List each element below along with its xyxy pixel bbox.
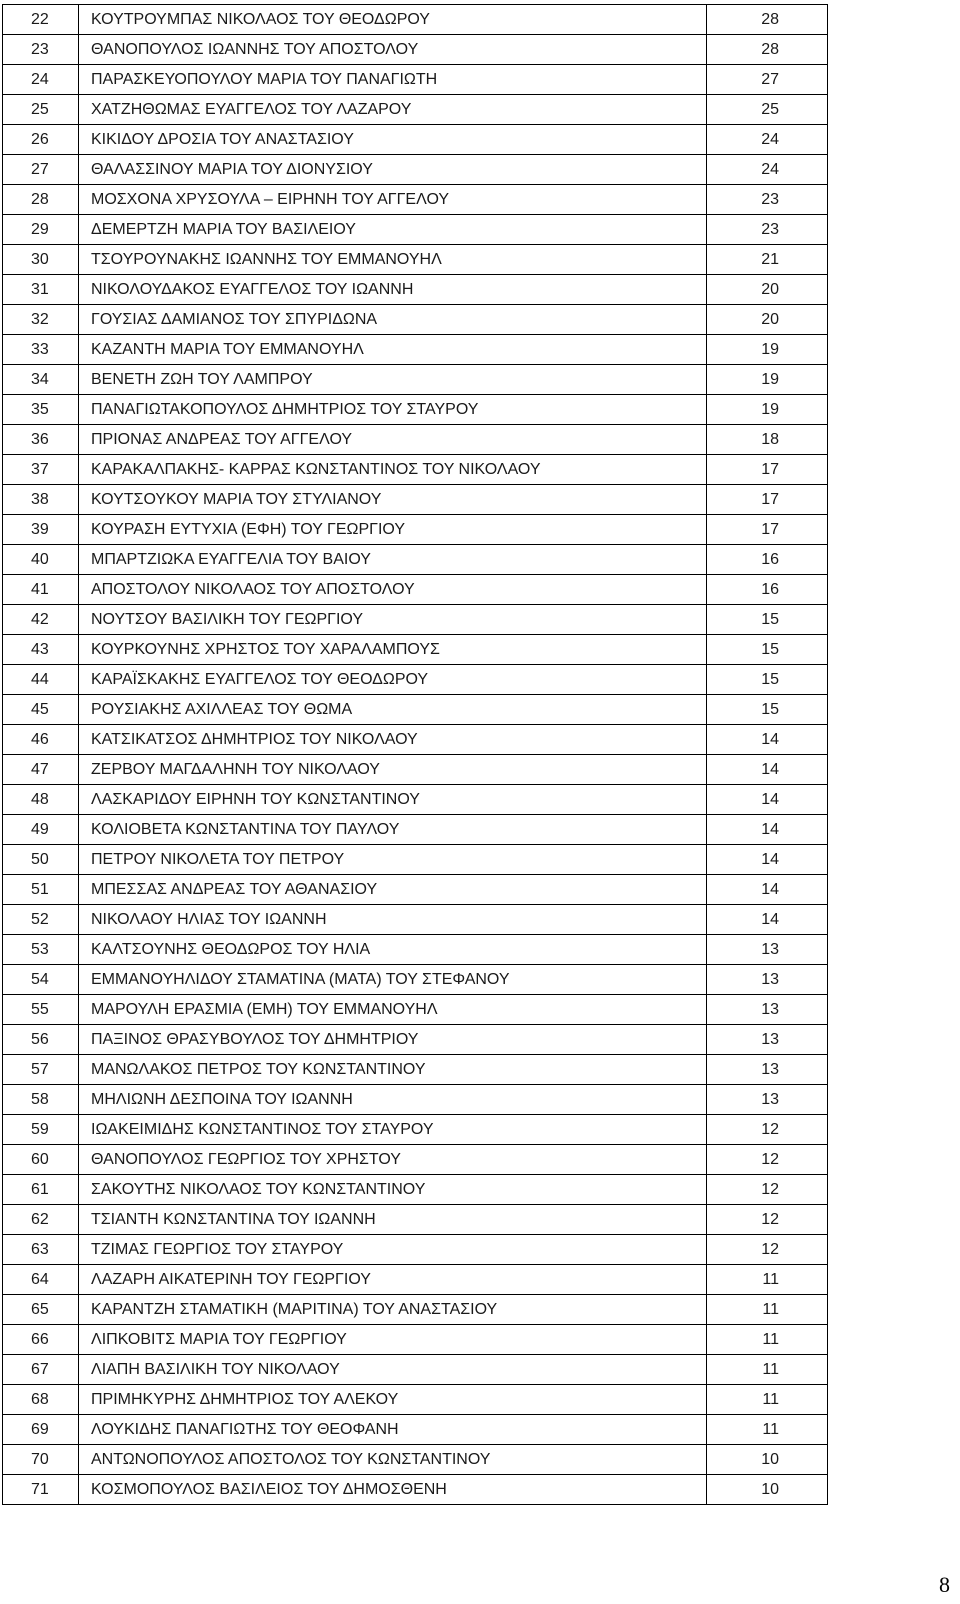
rank-cell: 45 <box>3 695 79 725</box>
table-row <box>3 1115 828 1145</box>
table-row <box>3 95 828 125</box>
rank-cell: 59 <box>3 1115 79 1145</box>
votes-cell: 11 <box>707 1325 828 1355</box>
table-row <box>3 995 828 1025</box>
table-row <box>3 785 828 815</box>
table-row <box>3 275 828 305</box>
table-row <box>3 515 828 545</box>
table-row <box>3 635 828 665</box>
table-row <box>3 65 828 95</box>
candidate-name-cell: ΜΑΝΩΛΑΚΟΣ ΠΕΤΡΟΣ ΤΟΥ ΚΩΝΣΤΑΝΤΙΝΟΥ <box>79 1055 707 1085</box>
table-row <box>3 755 828 785</box>
votes-cell: 19 <box>707 365 828 395</box>
candidate-name-cell: ΚΟΥΡΚΟΥΝΗΣ ΧΡΗΣΤΟΣ ΤΟΥ ΧΑΡΑΛΑΜΠΟΥΣ <box>79 635 707 665</box>
table-row <box>3 605 828 635</box>
rank-cell: 58 <box>3 1085 79 1115</box>
candidate-name-cell: ΘΑΛΑΣΣΙΝΟΥ ΜΑΡΙΑ ΤΟΥ ΔΙΟΝΥΣΙΟΥ <box>79 155 707 185</box>
table-row <box>3 395 828 425</box>
results-table <box>2 4 828 1505</box>
votes-cell: 12 <box>707 1235 828 1265</box>
candidate-name-cell: ΚΟΥΤΡΟΥΜΠΑΣ ΝΙΚΟΛΑΟΣ ΤΟΥ ΘΕΟΔΩΡΟΥ <box>79 5 707 35</box>
rank-cell: 63 <box>3 1235 79 1265</box>
candidate-name-cell: ΝΟΥΤΣΟΥ ΒΑΣΙΛΙΚΗ ΤΟΥ ΓΕΩΡΓΙΟΥ <box>79 605 707 635</box>
votes-cell: 12 <box>707 1115 828 1145</box>
candidate-name-cell: ΚΟΣΜΟΠΟΥΛΟΣ ΒΑΣΙΛΕΙΟΣ ΤΟΥ ΔΗΜΟΣΘΕΝΗ <box>79 1475 707 1505</box>
rank-cell: 46 <box>3 725 79 755</box>
table-row <box>3 1295 828 1325</box>
rank-cell: 23 <box>3 35 79 65</box>
table-row <box>3 185 828 215</box>
table-row <box>3 815 828 845</box>
candidate-name-cell: ΚΑΤΣΙΚΑΤΣΟΣ ΔΗΜΗΤΡΙΟΣ ΤΟΥ ΝΙΚΟΛΑΟΥ <box>79 725 707 755</box>
rank-cell: 61 <box>3 1175 79 1205</box>
candidate-name-cell: ΣΑΚΟΥΤΗΣ ΝΙΚΟΛΑΟΣ ΤΟΥ ΚΩΝΣΤΑΝΤΙΝΟΥ <box>79 1175 707 1205</box>
candidate-name-cell: ΓΟΥΣΙΑΣ ΔΑΜΙΑΝΟΣ ΤΟΥ ΣΠΥΡΙΔΩΝΑ <box>79 305 707 335</box>
rank-cell: 64 <box>3 1265 79 1295</box>
candidate-name-cell: ΤΖΙΜΑΣ ΓΕΩΡΓΙΟΣ ΤΟΥ ΣΤΑΥΡΟΥ <box>79 1235 707 1265</box>
candidate-name-cell: ΙΩΑΚΕΙΜΙΔΗΣ ΚΩΝΣΤΑΝΤΙΝΟΣ ΤΟΥ ΣΤΑΥΡΟΥ <box>79 1115 707 1145</box>
table-row <box>3 1325 828 1355</box>
candidate-name-cell: ΚΑΛΤΣΟΥΝΗΣ ΘΕΟΔΩΡΟΣ ΤΟΥ ΗΛΙΑ <box>79 935 707 965</box>
votes-cell: 11 <box>707 1295 828 1325</box>
rank-cell: 67 <box>3 1355 79 1385</box>
votes-cell: 19 <box>707 395 828 425</box>
votes-cell: 11 <box>707 1265 828 1295</box>
table-row <box>3 1055 828 1085</box>
candidate-name-cell: ΛΙΑΠΗ ΒΑΣΙΛΙΚΗ ΤΟΥ ΝΙΚΟΛΑΟΥ <box>79 1355 707 1385</box>
votes-cell: 24 <box>707 155 828 185</box>
rank-cell: 28 <box>3 185 79 215</box>
votes-cell: 17 <box>707 455 828 485</box>
table-row <box>3 935 828 965</box>
candidate-name-cell: ΠΡΙΜΗΚΥΡΗΣ ΔΗΜΗΤΡΙΟΣ ΤΟΥ ΑΛΕΚΟΥ <box>79 1385 707 1415</box>
votes-cell: 14 <box>707 905 828 935</box>
table-row <box>3 425 828 455</box>
votes-cell: 15 <box>707 605 828 635</box>
table-row <box>3 335 828 365</box>
votes-cell: 19 <box>707 335 828 365</box>
rank-cell: 42 <box>3 605 79 635</box>
rank-cell: 47 <box>3 755 79 785</box>
table-row <box>3 245 828 275</box>
candidate-name-cell: ΚΟΥΤΣΟΥΚΟΥ ΜΑΡΙΑ ΤΟΥ ΣΤΥΛΙΑΝΟΥ <box>79 485 707 515</box>
table-row <box>3 1085 828 1115</box>
votes-cell: 17 <box>707 515 828 545</box>
votes-cell: 14 <box>707 815 828 845</box>
table-row <box>3 5 828 35</box>
table-row <box>3 1205 828 1235</box>
candidate-name-cell: ΠΑΞΙΝΟΣ ΘΡΑΣΥΒΟΥΛΟΣ ΤΟΥ ΔΗΜΗΤΡΙΟΥ <box>79 1025 707 1055</box>
votes-cell: 15 <box>707 635 828 665</box>
table-row <box>3 365 828 395</box>
rank-cell: 36 <box>3 425 79 455</box>
votes-cell: 23 <box>707 215 828 245</box>
candidate-name-cell: ΤΣΟΥΡΟΥΝΑΚΗΣ ΙΩΑΝΝΗΣ ΤΟΥ ΕΜΜΑΝΟΥΗΛ <box>79 245 707 275</box>
candidate-name-cell: ΘΑΝΟΠΟΥΛΟΣ ΓΕΩΡΓΙΟΣ ΤΟΥ ΧΡΗΣΤΟΥ <box>79 1145 707 1175</box>
table-row <box>3 1475 828 1505</box>
candidate-name-cell: ΚΟΛΙΟΒΕΤΑ ΚΩΝΣΤΑΝΤΙΝΑ ΤΟΥ ΠΑΥΛΟΥ <box>79 815 707 845</box>
votes-cell: 20 <box>707 305 828 335</box>
rank-cell: 37 <box>3 455 79 485</box>
candidate-name-cell: ΜΠΑΡΤΖΙΩΚΑ ΕΥΑΓΓΕΛΙΑ ΤΟΥ ΒΑΙΟΥ <box>79 545 707 575</box>
table-row <box>3 725 828 755</box>
candidate-name-cell: ΜΟΣΧΟΝΑ ΧΡΥΣΟΥΛΑ – ΕΙΡΗΝΗ ΤΟΥ ΑΓΓΕΛΟΥ <box>79 185 707 215</box>
votes-cell: 16 <box>707 575 828 605</box>
candidate-name-cell: ΚΟΥΡΑΣΗ ΕΥΤΥΧΙΑ (ΕΦΗ) ΤΟΥ ΓΕΩΡΓΙΟΥ <box>79 515 707 545</box>
votes-cell: 25 <box>707 95 828 125</box>
table-row <box>3 485 828 515</box>
rank-cell: 68 <box>3 1385 79 1415</box>
table-row <box>3 665 828 695</box>
rank-cell: 54 <box>3 965 79 995</box>
candidate-name-cell: ΖΕΡΒΟΥ ΜΑΓΔΑΛΗΝΗ ΤΟΥ ΝΙΚΟΛΑΟΥ <box>79 755 707 785</box>
table-row <box>3 1025 828 1055</box>
votes-cell: 28 <box>707 5 828 35</box>
votes-cell: 13 <box>707 1085 828 1115</box>
table-row <box>3 35 828 65</box>
candidate-name-cell: ΠΑΝΑΓΙΩΤΑΚΟΠΟΥΛΟΣ ΔΗΜΗΤΡΙΟΣ ΤΟΥ ΣΤΑΥΡΟΥ <box>79 395 707 425</box>
table-row <box>3 215 828 245</box>
candidate-name-cell: ΝΙΚΟΛΟΥΔΑΚΟΣ ΕΥΑΓΓΕΛΟΣ ΤΟΥ ΙΩΑΝΝΗ <box>79 275 707 305</box>
table-row <box>3 455 828 485</box>
rank-cell: 43 <box>3 635 79 665</box>
rank-cell: 25 <box>3 95 79 125</box>
rank-cell: 70 <box>3 1445 79 1475</box>
table-row <box>3 905 828 935</box>
rank-cell: 38 <box>3 485 79 515</box>
candidate-name-cell: ΜΑΡΟΥΛΗ ΕΡΑΣΜΙΑ (ΕΜΗ) ΤΟΥ ΕΜΜΑΝΟΥΗΛ <box>79 995 707 1025</box>
votes-cell: 10 <box>707 1445 828 1475</box>
table-row <box>3 1175 828 1205</box>
candidate-name-cell: ΠΕΤΡΟΥ ΝΙΚΟΛΕΤΑ ΤΟΥ ΠΕΤΡΟΥ <box>79 845 707 875</box>
candidate-name-cell: ΠΡΙΟΝΑΣ ΑΝΔΡΕΑΣ ΤΟΥ ΑΓΓΕΛΟΥ <box>79 425 707 455</box>
results-table-body <box>3 5 828 1505</box>
candidate-name-cell: ΑΝΤΩΝΟΠΟΥΛΟΣ ΑΠΟΣΤΟΛΟΣ ΤΟΥ ΚΩΝΣΤΑΝΤΙΝΟΥ <box>79 1445 707 1475</box>
votes-cell: 13 <box>707 965 828 995</box>
table-row <box>3 1445 828 1475</box>
votes-cell: 12 <box>707 1145 828 1175</box>
votes-cell: 15 <box>707 695 828 725</box>
rank-cell: 39 <box>3 515 79 545</box>
candidate-name-cell: ΒΕΝΕΤΗ ΖΩΗ ΤΟΥ ΛΑΜΠΡΟΥ <box>79 365 707 395</box>
table-row <box>3 695 828 725</box>
candidate-name-cell: ΛΙΠΚΟΒΙΤΣ ΜΑΡΙΑ ΤΟΥ ΓΕΩΡΓΙΟΥ <box>79 1325 707 1355</box>
votes-cell: 14 <box>707 875 828 905</box>
votes-cell: 12 <box>707 1175 828 1205</box>
table-row <box>3 875 828 905</box>
table-row <box>3 845 828 875</box>
table-row <box>3 1145 828 1175</box>
page-number: 8 <box>939 1572 950 1597</box>
rank-cell: 71 <box>3 1475 79 1505</box>
rank-cell: 44 <box>3 665 79 695</box>
rank-cell: 40 <box>3 545 79 575</box>
rank-cell: 29 <box>3 215 79 245</box>
candidate-name-cell: ΚΑΡΑΝΤΖΗ ΣΤΑΜΑΤΙΚΗ (ΜΑΡΙΤΙΝΑ) ΤΟΥ ΑΝΑΣΤΑΣΙΟΥ <box>79 1295 707 1325</box>
votes-cell: 14 <box>707 755 828 785</box>
rank-cell: 52 <box>3 905 79 935</box>
rank-cell: 30 <box>3 245 79 275</box>
table-row <box>3 1415 828 1445</box>
votes-cell: 14 <box>707 725 828 755</box>
candidate-name-cell: ΤΣΙΑΝΤΗ ΚΩΝΣΤΑΝΤΙΝΑ ΤΟΥ ΙΩΑΝΝΗ <box>79 1205 707 1235</box>
table-row <box>3 1385 828 1415</box>
candidate-name-cell: ΕΜΜΑΝΟΥΗΛΙΔΟΥ ΣΤΑΜΑΤΙΝΑ (ΜΑΤΑ) ΤΟΥ ΣΤΕΦΑΝΟΥ <box>79 965 707 995</box>
rank-cell: 32 <box>3 305 79 335</box>
votes-cell: 27 <box>707 65 828 95</box>
votes-cell: 23 <box>707 185 828 215</box>
votes-cell: 18 <box>707 425 828 455</box>
table-row <box>3 155 828 185</box>
candidate-name-cell: ΔΕΜΕΡΤΖΗ ΜΑΡΙΑ ΤΟΥ ΒΑΣΙΛΕΙΟΥ <box>79 215 707 245</box>
table-row <box>3 965 828 995</box>
rank-cell: 55 <box>3 995 79 1025</box>
candidate-name-cell: ΘΑΝΟΠΟΥΛΟΣ ΙΩΑΝΝΗΣ ΤΟΥ ΑΠΟΣΤΟΛΟΥ <box>79 35 707 65</box>
rank-cell: 62 <box>3 1205 79 1235</box>
rank-cell: 57 <box>3 1055 79 1085</box>
votes-cell: 13 <box>707 1025 828 1055</box>
rank-cell: 41 <box>3 575 79 605</box>
candidate-name-cell: ΚΑΡΑΚΑΛΠΑΚΗΣ- ΚΑΡΡΑΣ ΚΩΝΣΤΑΝΤΙΝΟΣ ΤΟΥ ΝΙΚΟΛΑΟΥ <box>79 455 707 485</box>
candidate-name-cell: ΚΑΖΑΝΤΗ ΜΑΡΙΑ ΤΟΥ ΕΜΜΑΝΟΥΗΛ <box>79 335 707 365</box>
rank-cell: 22 <box>3 5 79 35</box>
votes-cell: 17 <box>707 485 828 515</box>
votes-cell: 21 <box>707 245 828 275</box>
votes-cell: 14 <box>707 785 828 815</box>
table-row <box>3 575 828 605</box>
candidate-name-cell: ΚΑΡΑΪΣΚΑΚΗΣ ΕΥΑΓΓΕΛΟΣ ΤΟΥ ΘΕΟΔΩΡΟΥ <box>79 665 707 695</box>
rank-cell: 34 <box>3 365 79 395</box>
votes-cell: 11 <box>707 1355 828 1385</box>
rank-cell: 53 <box>3 935 79 965</box>
candidate-name-cell: ΛΑΖΑΡΗ ΑΙΚΑΤΕΡΙΝΗ ΤΟΥ ΓΕΩΡΓΙΟΥ <box>79 1265 707 1295</box>
votes-cell: 16 <box>707 545 828 575</box>
rank-cell: 60 <box>3 1145 79 1175</box>
table-row <box>3 1355 828 1385</box>
rank-cell: 27 <box>3 155 79 185</box>
candidate-name-cell: ΠΑΡΑΣΚΕΥΟΠΟΥΛΟΥ ΜΑΡΙΑ ΤΟΥ ΠΑΝΑΓΙΩΤΗ <box>79 65 707 95</box>
votes-cell: 20 <box>707 275 828 305</box>
candidate-name-cell: ΜΗΛΙΩΝΗ ΔΕΣΠΟΙΝΑ ΤΟΥ ΙΩΑΝΝΗ <box>79 1085 707 1115</box>
votes-cell: 13 <box>707 935 828 965</box>
votes-cell: 12 <box>707 1205 828 1235</box>
votes-cell: 14 <box>707 845 828 875</box>
rank-cell: 65 <box>3 1295 79 1325</box>
candidate-name-cell: ΧΑΤΖΗΘΩΜΑΣ ΕΥΑΓΓΕΛΟΣ ΤΟΥ ΛΑΖΑΡΟΥ <box>79 95 707 125</box>
rank-cell: 35 <box>3 395 79 425</box>
votes-cell: 10 <box>707 1475 828 1505</box>
rank-cell: 66 <box>3 1325 79 1355</box>
rank-cell: 33 <box>3 335 79 365</box>
votes-cell: 13 <box>707 1055 828 1085</box>
candidate-name-cell: ΚΙΚΙΔΟΥ ΔΡΟΣΙΑ ΤΟΥ ΑΝΑΣΤΑΣΙΟΥ <box>79 125 707 155</box>
votes-cell: 15 <box>707 665 828 695</box>
rank-cell: 31 <box>3 275 79 305</box>
candidate-name-cell: ΑΠΟΣΤΟΛΟΥ ΝΙΚΟΛΑΟΣ ΤΟΥ ΑΠΟΣΤΟΛΟΥ <box>79 575 707 605</box>
table-row <box>3 1235 828 1265</box>
rank-cell: 26 <box>3 125 79 155</box>
table-row <box>3 305 828 335</box>
votes-cell: 13 <box>707 995 828 1025</box>
table-row <box>3 545 828 575</box>
rank-cell: 56 <box>3 1025 79 1055</box>
rank-cell: 69 <box>3 1415 79 1445</box>
table-row <box>3 1265 828 1295</box>
votes-cell: 11 <box>707 1385 828 1415</box>
candidate-name-cell: ΜΠΕΣΣΑΣ ΑΝΔΡΕΑΣ ΤΟΥ ΑΘΑΝΑΣΙΟΥ <box>79 875 707 905</box>
candidate-name-cell: ΡΟΥΣΙΑΚΗΣ ΑΧΙΛΛΕΑΣ ΤΟΥ ΘΩΜΑ <box>79 695 707 725</box>
rank-cell: 49 <box>3 815 79 845</box>
candidate-name-cell: ΝΙΚΟΛΑΟΥ ΗΛΙΑΣ ΤΟΥ ΙΩΑΝΝΗ <box>79 905 707 935</box>
rank-cell: 24 <box>3 65 79 95</box>
votes-cell: 11 <box>707 1415 828 1445</box>
rank-cell: 48 <box>3 785 79 815</box>
candidate-name-cell: ΛΟΥΚΙΔΗΣ ΠΑΝΑΓΙΩΤΗΣ ΤΟΥ ΘΕΟΦΑΝΗ <box>79 1415 707 1445</box>
table-row <box>3 125 828 155</box>
votes-cell: 28 <box>707 35 828 65</box>
votes-cell: 24 <box>707 125 828 155</box>
rank-cell: 50 <box>3 845 79 875</box>
candidate-name-cell: ΛΑΣΚΑΡΙΔΟΥ ΕΙΡΗΝΗ ΤΟΥ ΚΩΝΣΤΑΝΤΙΝΟΥ <box>79 785 707 815</box>
rank-cell: 51 <box>3 875 79 905</box>
